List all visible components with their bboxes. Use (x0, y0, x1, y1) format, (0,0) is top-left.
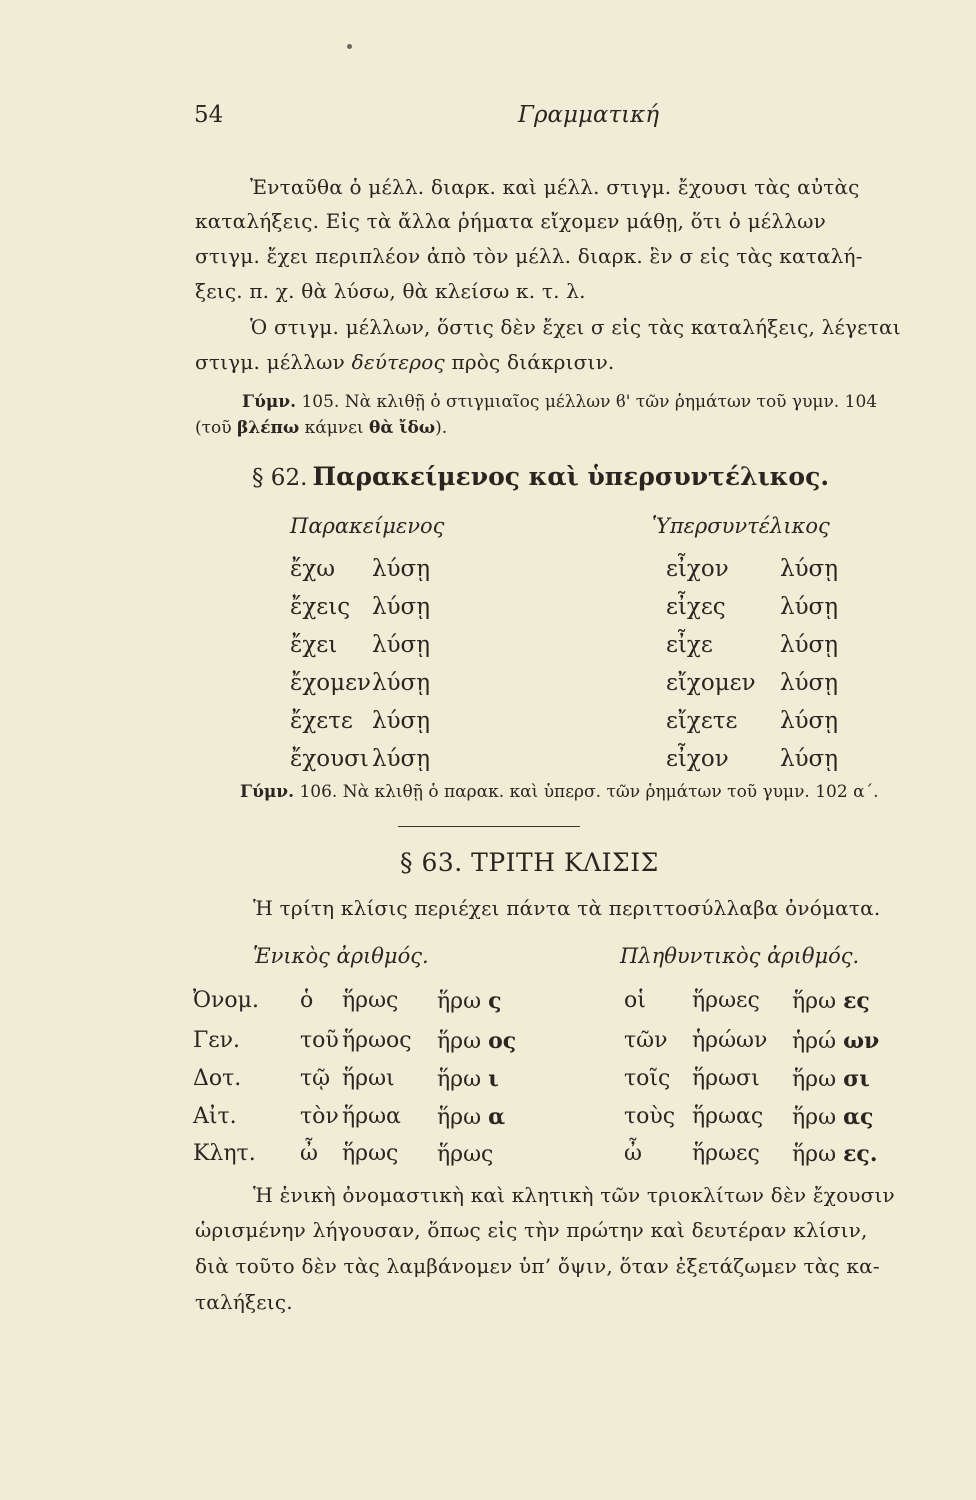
stem: ἥρως (437, 1142, 494, 1167)
stem: ἥρω (792, 1142, 837, 1167)
stem-ending-singular (437, 988, 501, 1014)
exercise-word: βλέπω (237, 418, 300, 438)
intro-line-6-end: πρὸς διάκρισιν. (451, 350, 615, 374)
stem-ending-plural (792, 1066, 870, 1092)
plural-header: Πληθυντικὸς ἀριθμός. (620, 944, 860, 968)
running-title: Γραμματική (518, 102, 660, 128)
conj-aux: εἶχες (666, 594, 726, 620)
intro-line-6 (195, 352, 614, 372)
conj-aux: εἴχετε (666, 708, 738, 734)
stem-ending-singular (437, 1066, 499, 1092)
article-singular: τῷ (300, 1066, 331, 1091)
noun-singular: ἥρωι (342, 1066, 395, 1091)
exercise-label: Γύμν. (242, 392, 297, 412)
stem: ἥρω (437, 1067, 482, 1092)
exercise-number: 105. (301, 392, 340, 412)
closing-line-1: Ἡ ἑνικὴ ὀνομαστικὴ καὶ κλητικὴ τῶν τριοκλίτων δὲν ἔχουσιν (253, 1183, 895, 1207)
section-62-heading (252, 462, 829, 491)
conj-verb: λύσῃ (780, 670, 839, 696)
intro-line-3: στιγμ. ἔχει περιπλέον ἀπὸ τὸν μέλλ. διαρκ. ἓν σ εἰς τὰς καταλή- (195, 244, 863, 268)
exercise-ref: 102 α΄. (815, 782, 879, 802)
case-label: Αἰτ. (193, 1104, 237, 1129)
noun-plural: ἥρωες (692, 988, 760, 1013)
closing-line-4: ταλήξεις. (195, 1290, 293, 1314)
case-label: Γεν. (193, 1028, 241, 1053)
conj-aux: εἶχον (666, 746, 729, 772)
exercise-ref: 104 (844, 392, 878, 412)
perfect-column-header: Παρακείμενος (290, 514, 445, 538)
conj-aux: ἔχει (290, 632, 338, 658)
noun-plural: ἥρωας (692, 1104, 764, 1129)
exercise-text: κάμνει (304, 418, 364, 438)
exercise-number: 106. (299, 782, 338, 802)
conj-verb: λύσῃ (780, 594, 839, 620)
conj-verb: λύσῃ (372, 556, 431, 582)
conj-verb: λύσῃ (372, 746, 431, 772)
ending: σι (843, 1066, 870, 1092)
noun-singular: ἥρωα (342, 1104, 401, 1129)
conj-verb: λύσῃ (780, 556, 839, 582)
conj-verb: λύσῃ (780, 746, 839, 772)
section-number: § 62. (252, 465, 308, 491)
page-number: 54 (194, 102, 224, 128)
exercise-text: Νὰ κλιθῇ ὁ στιγμιαῖος μέλλων ϐ' τῶν ῥημάτων τοῦ γυμν. (344, 392, 840, 412)
conj-aux: ἔχομεν (290, 670, 371, 696)
exercise-105-line-2 (195, 418, 447, 438)
conj-aux: εἶχε (666, 632, 713, 658)
stem-ending-plural (792, 1028, 879, 1054)
intro-line-1: Ἐνταῦθα ὁ μέλλ. διαρκ. καὶ μέλλ. στιγμ. ἔχουσι τὰς αὐτὰς (250, 175, 860, 199)
section-63-intro: Ἡ τρίτη κλίσις περιέχει πάντα τὰ περιττοσύλλαβα ὀνόματα. (253, 896, 881, 920)
exercise-text: (τοῦ (195, 418, 232, 438)
article-plural: τῶν (624, 1028, 668, 1053)
stem: ἥρω (437, 1029, 482, 1054)
stem-ending-plural (792, 1141, 878, 1167)
conj-verb: λύσῃ (780, 708, 839, 734)
stem: ἥρω (437, 1105, 482, 1130)
conj-aux: ἔχω (290, 556, 336, 582)
conj-aux: ἔχετε (290, 708, 353, 734)
conj-aux: εἴχομεν (666, 670, 756, 696)
case-label: Δοτ. (193, 1066, 242, 1091)
pluperfect-column-header: Ὑπερσυντέλικος (652, 514, 830, 538)
stem: ἥρω (437, 989, 482, 1014)
article-singular: τοῦ (300, 1028, 339, 1053)
noun-singular: ἥρως (342, 1141, 399, 1166)
conj-verb: λύσῃ (780, 632, 839, 658)
ending: ι (488, 1066, 499, 1092)
article-singular: ὦ (300, 1141, 318, 1166)
exercise-text: ). (435, 418, 448, 438)
closing-line-2: ὡρισμένην λήγουσαν, ὅπως εἰς τὴν πρώτην καὶ δευτέραν κλίσιν, (195, 1218, 868, 1242)
intro-line-4: ξεις. π. χ. θὰ λύσω, θὰ κλείσω κ. τ. λ. (195, 279, 586, 303)
stem-ending-singular (437, 1104, 505, 1130)
article-plural: οἱ (624, 988, 646, 1013)
ending: ς (488, 988, 502, 1014)
stem: ἥρω (792, 1105, 837, 1130)
article-plural: τοῖς (624, 1066, 671, 1091)
intro-line-2: καταλήξεις. Εἰς τὰ ἄλλα ῥήματα εἴχομεν μάθῃ, ὅτι ὁ μέλλων (195, 209, 826, 233)
article-plural: ὦ (624, 1141, 642, 1166)
conj-verb: λύσῃ (372, 708, 431, 734)
article-singular: τὸν (300, 1104, 339, 1129)
exercise-105-line-1 (242, 392, 877, 412)
case-label: Κλητ. (193, 1141, 256, 1166)
ink-dot (347, 44, 352, 49)
intro-line-6-start: στιγμ. μέλλων (195, 350, 346, 374)
case-label: Ὀνομ. (193, 988, 259, 1013)
noun-plural: ἥρωες (692, 1141, 760, 1166)
conj-aux: ἔχουσι (290, 746, 369, 772)
exercise-label: Γύμν. (240, 782, 295, 802)
conj-verb: λύσῃ (372, 670, 431, 696)
stem-ending-plural (792, 1104, 873, 1130)
section-divider (398, 826, 580, 827)
exercise-form: θὰ ἴδω (368, 418, 436, 438)
ending: ας (843, 1104, 874, 1130)
conj-verb: λύσῃ (372, 594, 431, 620)
conj-aux: εἶχον (666, 556, 729, 582)
conj-aux: ἔχεις (290, 594, 351, 620)
ending: ες. (843, 1141, 878, 1167)
closing-line-3: διὰ τοῦτο δὲν τὰς λαμβάνομεν ὑπ’ ὄψιν, ὅταν ἐξετάζωμεν τὰς κα- (195, 1254, 880, 1278)
ending: ων (843, 1028, 880, 1054)
noun-plural: ἥρωσι (692, 1066, 760, 1091)
conj-verb: λύσῃ (372, 632, 431, 658)
exercise-text: Νὰ κλιθῇ ὁ παρακ. καὶ ὑπερσ. τῶν ῥημάτων τοῦ γυμν. (342, 782, 810, 802)
article-plural: τοὺς (624, 1104, 676, 1129)
stem: ἡρώ (792, 1029, 837, 1054)
noun-singular: ἥρωος (342, 1028, 412, 1053)
stem-ending-singular (437, 1028, 516, 1054)
exercise-106 (240, 782, 878, 802)
article-singular: ὁ (300, 988, 314, 1013)
stem-ending-singular (437, 1141, 493, 1167)
stem-ending-plural (792, 988, 870, 1014)
ending: ες (843, 988, 870, 1014)
stem: ἥρω (792, 1067, 837, 1092)
intro-italic-term: δεύτερος (351, 350, 445, 374)
stem: ἥρω (792, 989, 837, 1014)
noun-plural: ἡρώων (692, 1028, 768, 1053)
singular-header: Ἑνικὸς ἀριθμός. (253, 944, 429, 968)
ending: ος (488, 1028, 517, 1054)
noun-singular: ἥρως (342, 988, 399, 1013)
ending: α (488, 1104, 505, 1130)
section-title: Παρακείμενος καὶ ὑπερσυντέλικος. (312, 462, 830, 491)
section-63-heading: § 63. ΤΡΙΤΗ ΚΛΙΣΙΣ (400, 848, 659, 877)
intro-line-5: Ὁ στιγμ. μέλλων, ὅστις δὲν ἔχει σ εἰς τὰς καταλήξεις, λέγεται (250, 315, 901, 339)
